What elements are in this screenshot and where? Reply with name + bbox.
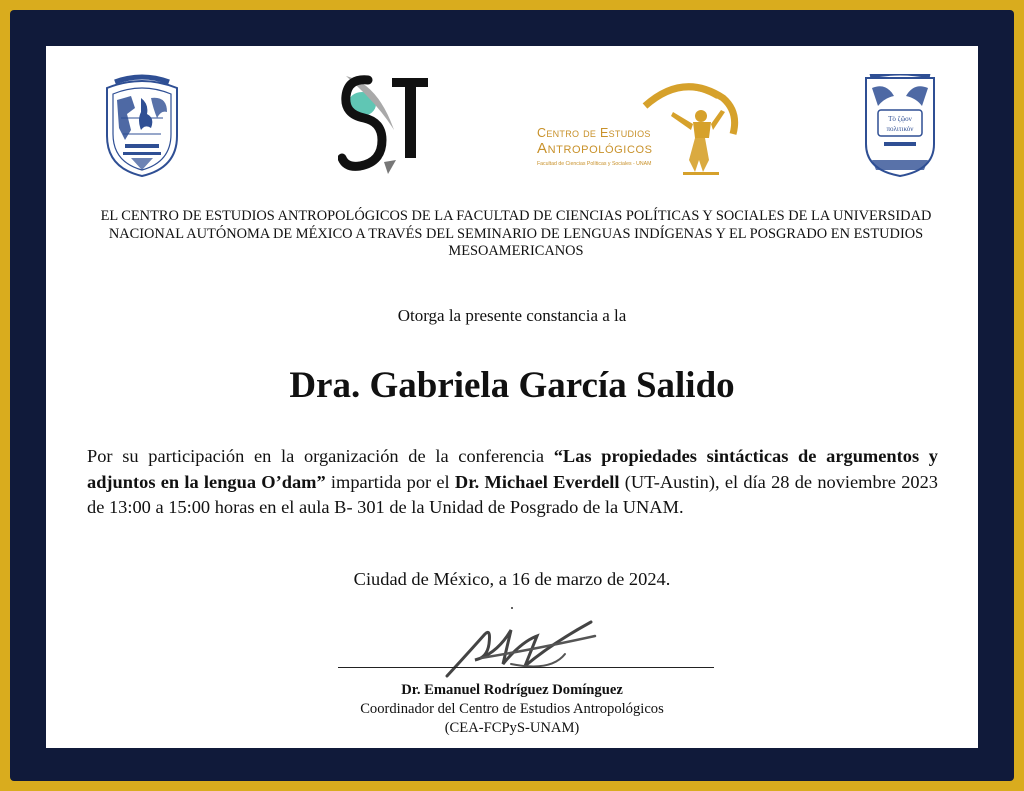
recipient-name: Dra. Gabriela García Salido	[289, 365, 735, 406]
talk-title: “Las propiedades sintácticas de argumentos y adjuntos en la lengua O’dam”	[87, 446, 938, 492]
certificate-paper	[46, 46, 978, 748]
cea-line2: Antropológicos	[537, 140, 653, 157]
fcpys-seal-icon	[858, 74, 942, 180]
dot-mark	[511, 607, 513, 609]
place-date: Ciudad de México, a 16 de marzo de 2024.	[353, 569, 671, 589]
speaker-name: Dr. Michael Everdell	[454, 471, 620, 492]
certificate-body	[87, 444, 938, 521]
institution-heading: EL CENTRO DE ESTUDIOS ANTROPOLÓGICOS DE LA FACULTAD DE CIENCIAS POLÍTICAS Y SOCIALES DE LA UNIVERSIDAD NACIONAL AUTÓNOMA DE MÉXICO A TRAVÉS DEL SEMINARIO DE LENGUAS INDÍGENAS Y EL POSGRADO EN ESTUDIOS MESOAMERICANOS	[100, 208, 932, 259]
st-quill-logo-icon	[338, 74, 430, 178]
signer-name: Dr. Emanuel Rodríguez Domínguez	[401, 682, 623, 698]
body-part-2: impartida por el	[325, 471, 455, 492]
svg-text:πολιτικόν: πολιτικόν	[886, 125, 914, 133]
handwritten-signature	[441, 614, 601, 685]
body-part-1: Por su participación en la organización de la conferencia	[87, 446, 554, 466]
grants-text: Otorga la presente constancia a la	[397, 306, 627, 325]
signer-org: (CEA-FCPyS-UNAM)	[444, 720, 580, 736]
cea-logo	[533, 76, 745, 182]
body-part-3: (UT-Austin), el día 28 de noviembre 2023 de 13:00 a 15:00 horas en el aula B- 301 de la Unidad de Posgrado de la UNAM.	[87, 471, 938, 517]
st-text: ST	[338, 74, 340, 75]
unam-seal-icon	[101, 74, 183, 180]
signer-role: Coordinador del Centro de Estudios Antropológicos	[360, 701, 664, 717]
svg-text:Τὸ ζῷον: Τὸ ζῷον	[888, 115, 912, 123]
cea-line1: Centro de Estudios	[537, 126, 651, 140]
cea-line3: Facultad de Ciencias Políticas y Sociales - UNAM	[537, 161, 652, 167]
signature-line	[338, 667, 714, 668]
